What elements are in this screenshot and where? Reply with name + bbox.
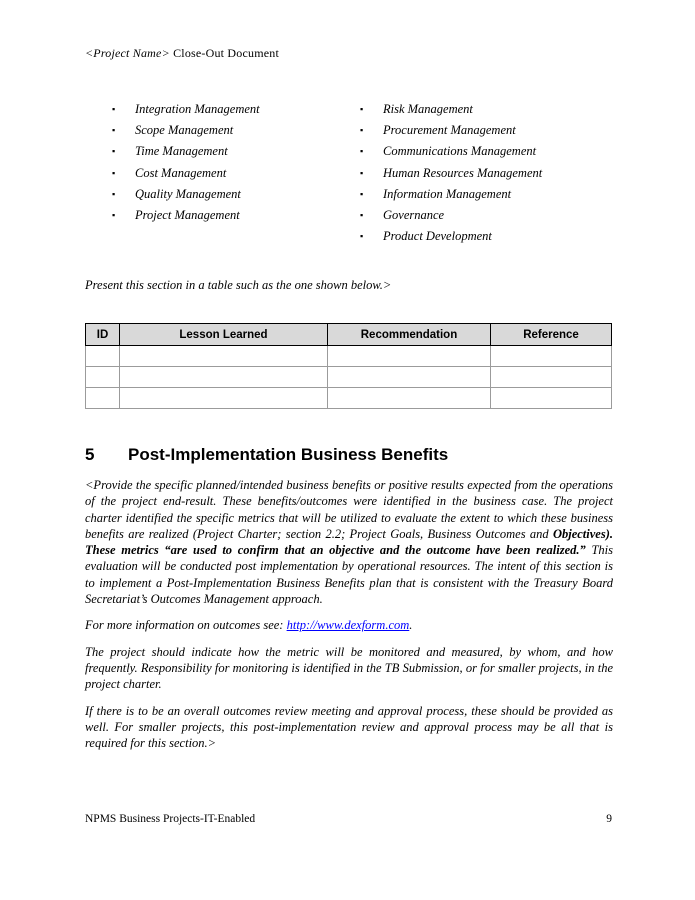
paragraph-benefits	[85, 477, 613, 607]
list-item	[360, 102, 610, 123]
knowledge-areas-list-left	[112, 102, 352, 229]
list-item	[112, 208, 352, 229]
bullet-icon: ▪	[112, 188, 116, 199]
list-item-label: Risk Management	[383, 102, 473, 116]
list-item	[360, 229, 610, 250]
outcomes-link-suffix: .	[409, 618, 413, 633]
bullet-icon: ▪	[360, 188, 364, 199]
table-cell	[86, 346, 120, 367]
section-title: Post-Implementation Business Benefits	[128, 445, 449, 464]
table-row	[86, 367, 612, 388]
page-number: 9	[606, 813, 612, 825]
col-header-recommendation: Recommendation	[328, 324, 491, 346]
section-heading	[85, 445, 448, 465]
outcomes-link-prefix: For more information on outcomes see:	[85, 618, 287, 633]
table-row	[86, 388, 612, 409]
outcomes-link[interactable]: http://www.dexform.com	[286, 618, 410, 633]
list-item-label: Cost Management	[135, 165, 227, 180]
table-cell	[491, 367, 612, 388]
table-cell	[491, 388, 612, 409]
table-cell	[86, 388, 120, 409]
section-body	[85, 477, 613, 761]
bullet-icon: ▪	[360, 209, 364, 220]
list-item	[112, 123, 352, 144]
document-header	[85, 46, 279, 61]
list-item	[112, 144, 352, 165]
paragraph-benefits-text: <Provide the specific planned/intended business benefits or positive results expected from the operations of the project end-result. These benefits/outcomes were identified in the business case. The project charter identified the specific metrics that will be utilized to evaluate the extent to which these business benefits are realized (Project Charter; section 2.2; Project Goals, Business Outcomes and	[85, 478, 613, 541]
present-note: Present this section in a table such as the one shown below.>	[85, 278, 392, 292]
bullet-icon: ▪	[360, 146, 364, 157]
list-item-label: Communications Management	[383, 144, 537, 159]
col-header-lesson-learned: Lesson Learned	[120, 324, 328, 346]
list-item	[112, 187, 352, 208]
paragraph-benefits-bold-text: Objectives). These metrics “are used to confirm that an objective and the outcome have been realized.”	[85, 526, 613, 558]
knowledge-areas-list-right	[360, 102, 610, 250]
list-item	[360, 187, 610, 208]
list-item-label: Governance	[383, 207, 445, 222]
list-item	[360, 123, 610, 144]
list-item-label: Scope Management	[135, 123, 234, 138]
doc-title: Close-Out Document	[169, 46, 279, 60]
list-item-label: Procurement Management	[383, 123, 516, 138]
col-header-id: ID	[86, 324, 120, 346]
list-item-label: Integration Management	[135, 102, 260, 116]
table-cell	[86, 367, 120, 388]
table-cell	[328, 346, 491, 367]
paragraph-review-process: If there is to be an overall outcomes review meeting and approval process, these should be provided as well. For smaller projects, this post-implementation review and approval process may be all that is required for this section.>	[85, 703, 613, 751]
paragraph-monitoring: The project should indicate how the metric will be monitored and measured, by whom, and how frequently. Responsibility for monitoring is identified in the TB Submission, or for smaller projects, in the project charter.	[85, 644, 613, 692]
table-header-row	[86, 324, 612, 346]
table-cell	[120, 388, 328, 409]
list-item-label: Project Management	[135, 207, 240, 222]
section-number: 5	[85, 445, 95, 464]
bullet-icon: ▪	[360, 167, 364, 178]
list-item-label: Time Management	[135, 144, 228, 159]
list-item-label: Quality Management	[135, 186, 241, 201]
bullet-icon: ▪	[112, 125, 116, 136]
table-cell	[491, 346, 612, 367]
list-item	[360, 144, 610, 165]
col-header-reference: Reference	[491, 324, 612, 346]
bullet-icon: ▪	[360, 104, 364, 114]
project-name-placeholder: <Project Name>	[85, 46, 170, 60]
list-item-label: Information Management	[383, 186, 512, 201]
bullet-icon: ▪	[360, 125, 364, 136]
table-cell	[120, 367, 328, 388]
bullet-icon: ▪	[112, 209, 116, 220]
list-item	[360, 208, 610, 229]
bullet-icon: ▪	[112, 146, 116, 157]
lessons-learned-table	[85, 323, 612, 409]
list-item	[112, 102, 352, 123]
paragraph-benefits-text-cont: This evaluation will be conducted post implementation by operational resources. The intent of this section is to implement a Post-Implementation Business Benefits plan that is consistent with the Treasury Board Secretariat’s Outcomes Management approach.	[85, 543, 613, 607]
list-item	[360, 166, 610, 187]
table-cell	[120, 346, 328, 367]
list-item-label: Product Development	[383, 229, 492, 244]
list-item-label: Human Resources Management	[383, 165, 543, 180]
list-item	[112, 166, 352, 187]
page-footer	[85, 813, 612, 825]
table-row	[86, 346, 612, 367]
table-cell	[328, 367, 491, 388]
footer-document-label: NPMS Business Projects-IT-Enabled	[85, 813, 256, 825]
paragraph-outcomes-link	[85, 617, 613, 633]
table-cell	[328, 388, 491, 409]
bullet-icon: ▪	[112, 104, 116, 114]
bullet-icon: ▪	[360, 231, 364, 242]
bullet-icon: ▪	[112, 167, 116, 178]
